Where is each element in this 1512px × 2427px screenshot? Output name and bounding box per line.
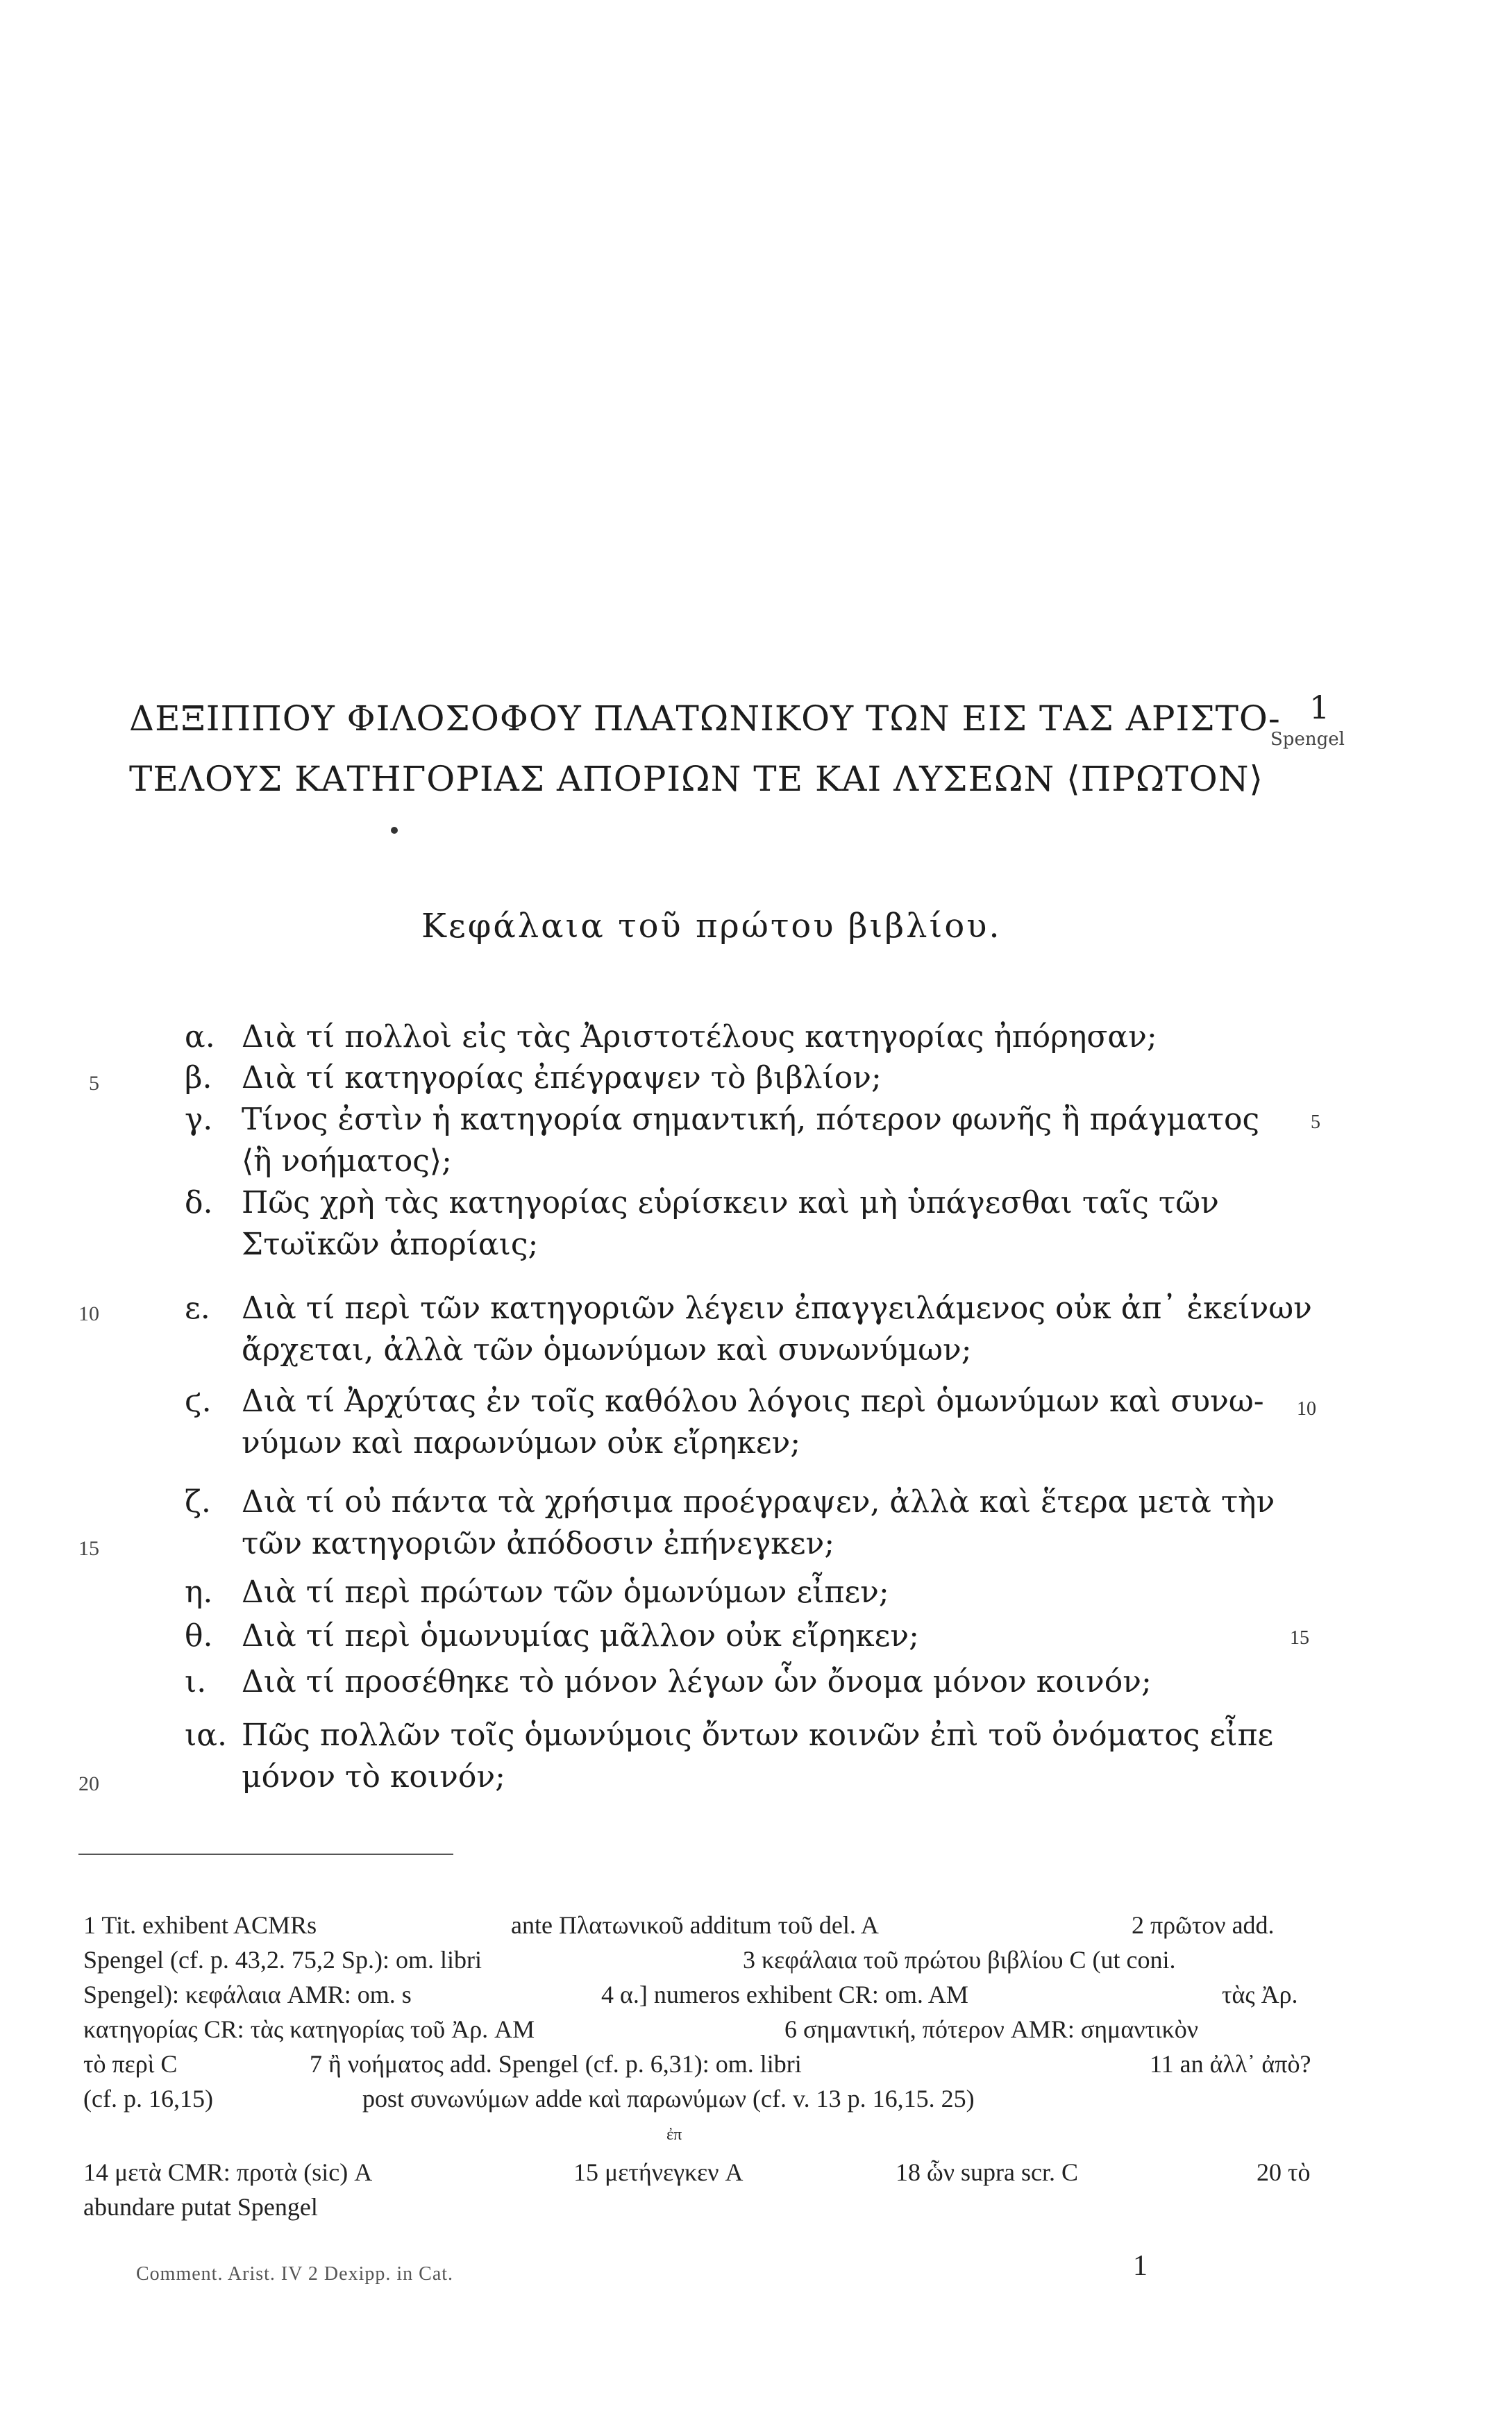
item-label: α. — [185, 1019, 215, 1055]
item-text: Πῶς πολλῶν τοῖς ὁμωνύμοις ὄντων κοινῶν ἐπὶ τοῦ ὀνόματος εἶπε — [242, 1718, 1274, 1753]
item-label: ζ. — [185, 1484, 211, 1520]
apparatus-entry: Spengel (cf. p. 43,2. 75,2 Sp.): om. libri — [83, 1946, 482, 1974]
apparatus-entry: 6 σημαντική, πότερον AMR: σημαντικὸν — [784, 2015, 1199, 2043]
line-number-right: 15 — [1290, 1627, 1309, 1649]
item-label: ια. — [185, 1718, 227, 1753]
apparatus-entry: 7 ἢ νοήματος add. Spengel (cf. p. 6,31): om. libri — [310, 2050, 802, 2078]
apparatus-entry: 20 τὸ — [1257, 2158, 1311, 2186]
item-text-continuation: μόνον τὸ κοινόν; — [242, 1759, 505, 1795]
apparatus-entry: 4 α.] numeros exhibent CR: om. AM — [601, 1981, 968, 2008]
apparatus-entry: 14 μετὰ CMR: προτὰ (sic) A — [83, 2158, 373, 2186]
apparatus-entry: (cf. p. 16,15) — [83, 2085, 213, 2113]
apparatus-entry: τὰς Ἀρ. — [1222, 1981, 1298, 2008]
signature-page-number: 1 — [1133, 2250, 1148, 2282]
item-text: Διὰ τί οὐ πάντα τὰ χρήσιμα προέγραψεν, ἀλλὰ καὶ ἕτερα μετὰ τὴν — [242, 1484, 1275, 1520]
item-text: Διὰ τί Ἀρχύτας ἐν τοῖς καθόλου λόγοις περὶ ὁμωνύμων καὶ συνω- — [242, 1384, 1264, 1419]
item-label: ε. — [185, 1291, 210, 1326]
footnote-rule — [78, 1854, 453, 1855]
item-label: δ. — [185, 1185, 213, 1220]
line-number-right: 10 — [1297, 1398, 1316, 1420]
line-number: 5 — [89, 1072, 99, 1095]
item-text: Διὰ τί πολλοὶ εἰς τὰς Ἀριστοτέλους κατηγορίας ἠπόρησαν; — [242, 1019, 1157, 1055]
item-text: Διὰ τί περὶ ὁμωνυμίας μᾶλλον οὐκ εἴρηκεν; — [242, 1618, 919, 1654]
apparatus-entry: 1 Tit. exhibent ACMRs — [83, 1911, 317, 1939]
apparatus-entry: 18 ὧν supra scr. C — [896, 2158, 1078, 2186]
apparatus-entry: post συνωνύμων adde καὶ παρωνύμων (cf. v. 13 p. 16,15. 25) — [362, 2085, 975, 2113]
top-page-number: 1 — [1309, 689, 1330, 726]
apparatus-entry: 2 πρῶτον add. — [1132, 1911, 1275, 1939]
item-text-continuation: ⟨ἢ νοήματος⟩; — [242, 1143, 452, 1179]
ornament-dot — [391, 827, 398, 834]
item-text: Διὰ τί περὶ πρώτων τῶν ὁμωνύμων εἶπεν; — [242, 1574, 889, 1610]
line-number: 20 — [78, 1772, 99, 1795]
item-text: Διὰ τί περὶ τῶν κατηγοριῶν λέγειν ἐπαγγειλάμενος οὐκ ἀπ᾽ ἐκείνων — [242, 1291, 1312, 1326]
line-number: 15 — [78, 1537, 99, 1560]
apparatus-entry: κατηγορίας CR: τὰς κατηγορίας τοῦ Ἀρ. AM — [83, 2015, 535, 2043]
apparatus-entry: 11 an ἀλλ᾽ ἀπὸ? — [1150, 2050, 1311, 2078]
item-label: β. — [185, 1060, 212, 1095]
line-number: 10 — [78, 1302, 99, 1325]
item-text: Πῶς χρὴ τὰς κατηγορίας εὑρίσκειν καὶ μὴ ὑπάγεσθαι ταῖς τῶν — [242, 1185, 1219, 1220]
title-line-1: ΔΕΞΙΠΠΟΥ ΦΙΛΟΣΟΦΟΥ ΠΛΑΤΩΝΙΚΟΥ ΤΩΝ ΕΙΣ ΤΑΣ ΑΡΙΣΤΟ- — [129, 698, 1281, 739]
item-label: γ. — [185, 1102, 213, 1137]
line-number-right: 5 — [1311, 1111, 1320, 1133]
item-label: ι. — [185, 1664, 207, 1699]
apparatus-entry: 3 κεφάλαια τοῦ πρώτου βιβλίου C (ut coni. — [743, 1946, 1176, 1974]
apparatus-entry: Spengel): κεφάλαια AMR: om. s — [83, 1981, 412, 2008]
item-text: Διὰ τί κατηγορίας ἐπέγραψεν τὸ βιβλίον; — [242, 1060, 882, 1095]
item-text-continuation: ἄρχεται, ἀλλὰ τῶν ὁμωνύμων καὶ συνωνύμων; — [242, 1332, 972, 1368]
title-line-2: ΤΕΛΟΥΣ ΚΑΤΗΓΟΡΙΑΣ ΑΠΟΡΙΩΝ ΤΕ ΚΑΙ ΛΥΣΕΩΝ ⟨ΠΡΩΤΟΝ⟩ — [129, 759, 1263, 799]
series-footer: Comment. Arist. IV 2 Dexipp. in Cat. — [136, 2263, 454, 2285]
apparatus-entry: 15 μετήνεγκεν A — [573, 2158, 744, 2186]
item-text-continuation: τῶν κατηγοριῶν ἀπόδοσιν ἐπήνεγκεν; — [242, 1526, 835, 1561]
apparatus-superscript: ἐπ — [666, 2126, 682, 2144]
item-text-continuation: νύμων καὶ παρωνύμων οὐκ εἴρηκεν; — [242, 1425, 801, 1461]
item-label: θ. — [185, 1618, 213, 1654]
item-text: Τίνος ἐστὶν ἡ κατηγορία σημαντική, πότερον φωνῆς ἢ πράγματος — [242, 1102, 1260, 1137]
item-label: η. — [185, 1574, 213, 1610]
item-text: Διὰ τί προσέθηκε τὸ μόνον λέγων ὧν ὄνομα μόνον κοινόν; — [242, 1664, 1152, 1699]
apparatus-entry: ante Πλατωνικοῦ additum τοῦ del. A — [511, 1911, 879, 1939]
apparatus-entry: τὸ περὶ C — [83, 2050, 178, 2078]
chapter-heading: Κεφάλαια τοῦ πρώτου βιβλίου. — [421, 907, 1002, 946]
item-label: ϛ. — [185, 1384, 212, 1419]
spengel-margin-label: Spengel — [1270, 729, 1345, 750]
item-text-continuation: Στωϊκῶν ἀπορίαις; — [242, 1227, 539, 1262]
apparatus-entry: abundare putat Spengel — [83, 2193, 318, 2221]
